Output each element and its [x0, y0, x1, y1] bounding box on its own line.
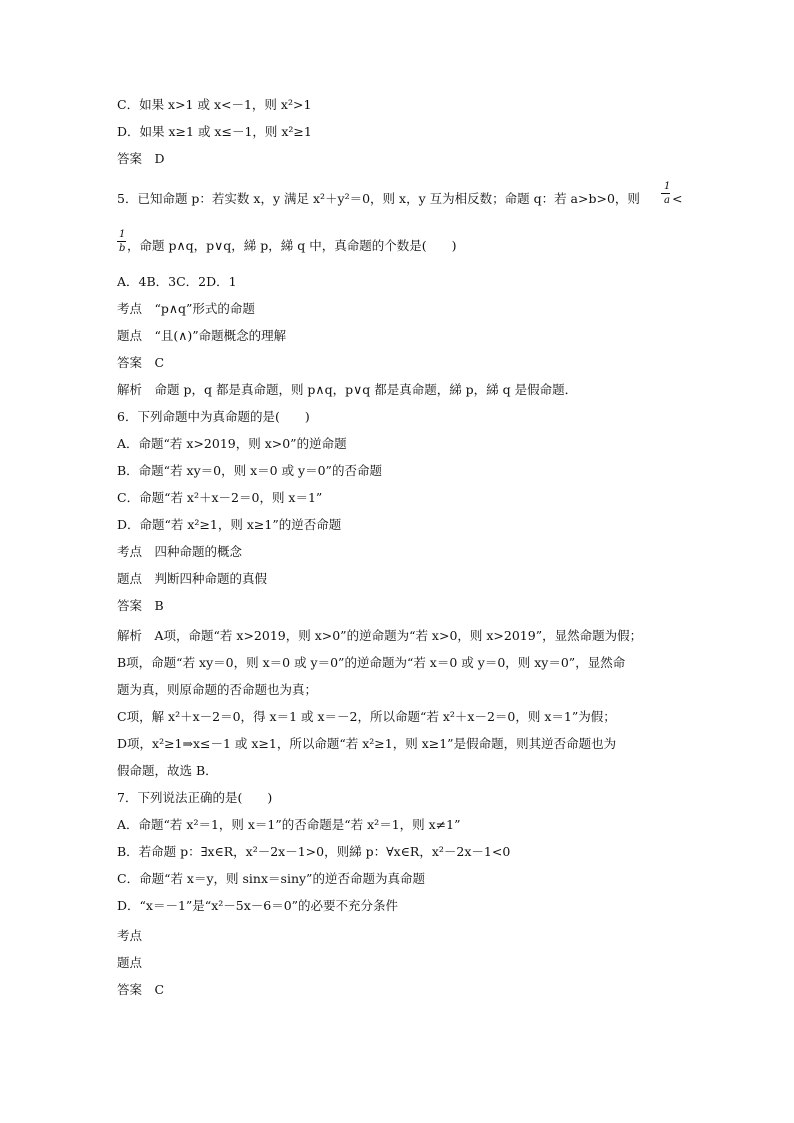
analysis-q5: 解析 命题 p，q 都是真命题，则 p∧q，p∨q 都是真命题，綈 p，綈 q 是假命题． [117, 382, 578, 397]
option-c-q7: C．命题“若 x＝y，则 sinx＝siny”的逆否命题为真命题 [117, 871, 425, 886]
kaodian-q6: 考点 四种命题的概念 [117, 544, 243, 559]
answer-q5: 答案 C [117, 355, 165, 370]
kaodian-q5: 考点 “p∧q”形式的命题 [117, 301, 255, 316]
option-b-q7: B．若命题 p：∃x∈R，x²－2x－1>0，则綈 p：∀x∈R，x²－2x－1<0 [117, 844, 511, 859]
option-c-q4: C．如果 x>1 或 x<－1，则 x²>1 [117, 97, 312, 112]
answer-q4: 答案 D [117, 151, 165, 166]
analysis-q6-d: D项，x²≥1⇒x≤－1 或 x≥1，所以命题“若 x²≥1，则 x≥1”是假命题，则其逆否命题也为 [117, 736, 617, 751]
tidian-q7: 题点 [117, 955, 143, 970]
question-7-stem: 7．下列说法正确的是( ) [117, 790, 273, 805]
less-than-sign: < [672, 191, 683, 206]
fraction-b-numerator: 1 [119, 229, 126, 240]
answer-q7: 答案 C [117, 982, 165, 997]
option-b-q6: B．命题“若 xy＝0，则 x＝0 或 y＝0”的否命题 [117, 463, 382, 478]
option-a-q6: A．命题“若 x>2019，则 x>0”的逆命题 [117, 436, 347, 451]
fraction-b-bar [117, 241, 126, 242]
question-6-stem: 6．下列命题中为真命题的是( ) [117, 409, 310, 424]
fraction-b-denominator: b [119, 243, 126, 254]
option-d-q7: D．“x＝－1”是“x²－5x－6＝0”的必要不充分条件 [117, 898, 399, 913]
question-5-stem: 5．已知命题 p：若实数 x，y 满足 x²＋y²＝0，则 x，y 互为相反数；命题 q：若 a>b>0，则 [117, 191, 640, 206]
fraction-a-bar [661, 193, 670, 194]
option-d-q6: D．命题“若 x²≥1，则 x≥1”的逆否命题 [117, 517, 342, 532]
kaodian-q7: 考点 [117, 928, 143, 943]
answer-q6: 答案 B [117, 598, 164, 613]
fraction-a-numerator: 1 [664, 181, 671, 192]
option-a-q7: A．命题“若 x²＝1，则 x＝1”的否命题是“若 x²＝1，则 x≠1” [117, 817, 461, 832]
analysis-q6-a: 解析 A项，命题“若 x>2019，则 x>0”的逆命题为“若 x>0，则 x>2019”，显然命题为假； [117, 628, 643, 643]
fraction-a-denominator: a [664, 195, 670, 206]
analysis-q6-b: B项，命题“若 xy＝0，则 x＝0 或 y＝0”的逆命题为“若 x＝0 或 y＝0，则 xy＝0”，显然命 [117, 655, 626, 670]
analysis-q6-c: C项，解 x²＋x－2＝0，得 x＝1 或 x＝－2，所以命题“若 x²＋x－2＝0，则 x＝1”为假； [117, 709, 616, 724]
option-d-q4: D．如果 x≥1 或 x≤－1，则 x²≥1 [117, 124, 312, 139]
analysis-q6-d-cont: 假命题，故选 B． [117, 763, 218, 778]
tidian-q6: 题点 判断四种命题的真假 [117, 571, 268, 586]
option-c-q6: C．命题“若 x²＋x－2＝0，则 x＝1” [117, 490, 323, 505]
tidian-q5: 题点 “且(∧)”命题概念的理解 [117, 328, 287, 343]
question-5-stem-cont: ，命题 p∧q，p∨q，綈 p，綈 q 中，真命题的个数是( ) [127, 238, 457, 253]
analysis-q6-b-cont: 题为真，则原命题的否命题也为真； [117, 682, 318, 697]
options-q5: A．4B．3C．2D．1 [117, 274, 237, 289]
